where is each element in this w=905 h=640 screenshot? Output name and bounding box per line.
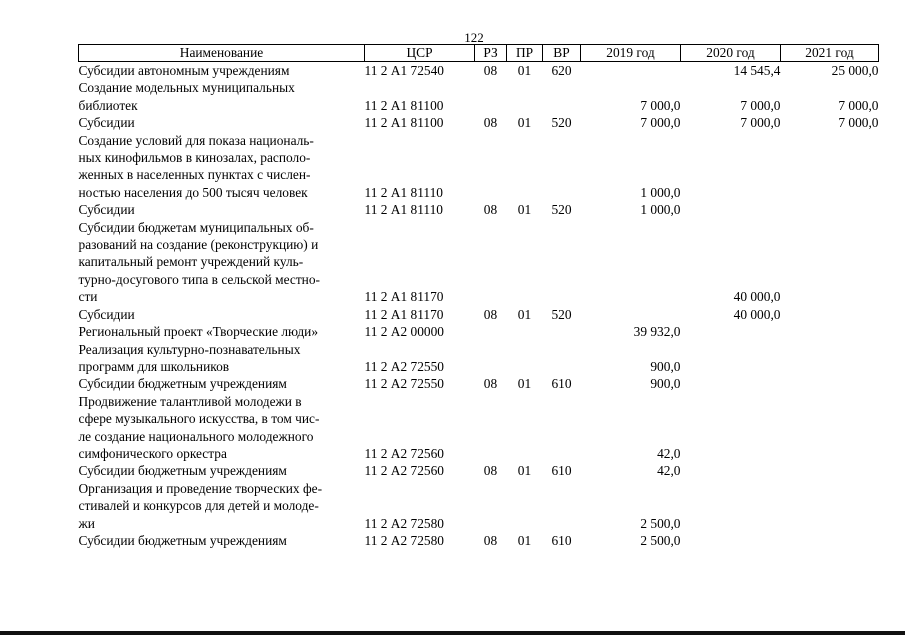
table-row	[79, 323, 879, 340]
name-line: Региональный проект «Творческие люди»	[78, 324, 319, 340]
name-line: симфонического оркестра	[78, 445, 227, 461]
name-line: капитальный ремонт учреждений куль-	[78, 254, 304, 270]
cell-vr	[543, 79, 581, 114]
cell-csr: 11 2 А2 72580	[364, 515, 444, 531]
name-line: турно-досугового типа в сельской местно-	[78, 271, 321, 287]
cell-2021: 7 000,0	[838, 97, 879, 113]
cell-2021	[781, 480, 879, 532]
cell-pr: 01	[517, 376, 532, 392]
name-line: Субсидии бюджетным учреждениям	[78, 532, 287, 548]
cell-name	[79, 462, 365, 479]
cell-2019: 42,0	[657, 463, 681, 479]
cell-pr	[507, 79, 543, 114]
cell-csr: 11 2 А2 72550	[364, 358, 444, 374]
name-line: разований на создание (реконструкцию) и	[78, 237, 319, 253]
cell-pr: 01	[517, 115, 532, 131]
cell-name	[79, 375, 365, 392]
cell-2019: 2 500,0	[640, 515, 681, 531]
cell-csr: 11 2 А1 81110	[364, 202, 443, 218]
table-row	[79, 114, 879, 131]
cell-2021	[781, 132, 879, 202]
table-row	[79, 375, 879, 392]
cell-csr: 11 2 А1 72540	[364, 63, 444, 78]
cell-2019: 900,0	[650, 376, 681, 392]
cell-pr	[507, 323, 543, 340]
cell-pr: 01	[517, 202, 532, 218]
cell-2021	[781, 532, 879, 549]
cell-2019: 39 932,0	[633, 324, 681, 340]
cell-rz: 08	[483, 115, 498, 131]
cell-csr: 11 2 А1 81170	[364, 289, 444, 305]
table-row	[79, 532, 879, 549]
cell-csr: 11 2 А2 72560	[364, 445, 444, 461]
cell-csr: 11 2 А1 81170	[364, 306, 444, 322]
bottom-border-line	[0, 631, 905, 635]
table-body	[79, 62, 879, 550]
cell-name	[79, 306, 365, 323]
cell-2020	[681, 323, 781, 340]
header-csr: ЦСР	[365, 45, 475, 62]
cell-2020: 14 545,4	[733, 63, 781, 78]
cell-2020	[681, 462, 781, 479]
cell-rz	[475, 341, 507, 376]
header-2021: 2021 год	[781, 45, 879, 62]
cell-pr: 01	[517, 532, 532, 548]
cell-name	[79, 219, 365, 306]
cell-vr: 610	[551, 532, 572, 548]
cell-2020: 7 000,0	[740, 115, 781, 131]
cell-2019: 1 000,0	[640, 184, 681, 200]
cell-2021: 7 000,0	[838, 115, 879, 131]
name-line: стивалей и конкурсов для детей и молоде-	[78, 498, 319, 514]
cell-name	[79, 79, 365, 114]
cell-2019: 7 000,0	[640, 115, 681, 131]
cell-2019: 7 000,0	[640, 97, 681, 113]
cell-name	[79, 480, 365, 532]
cell-name	[79, 393, 365, 463]
cell-vr	[543, 480, 581, 532]
cell-rz	[475, 323, 507, 340]
cell-2019	[581, 62, 681, 80]
table-row	[79, 62, 879, 80]
page-number: 122	[464, 30, 484, 45]
cell-vr: 520	[551, 306, 572, 322]
cell-2021	[781, 306, 879, 323]
name-line: Организация и проведение творческих фе-	[78, 480, 323, 496]
cell-vr: 520	[551, 202, 572, 218]
name-line: Субсидии	[78, 115, 135, 131]
table-row	[79, 480, 879, 532]
cell-rz	[475, 219, 507, 306]
cell-name	[79, 62, 365, 80]
cell-csr: 11 2 А2 72580	[364, 532, 444, 548]
cell-pr	[507, 393, 543, 463]
cell-csr: 11 2 А2 00000	[364, 324, 444, 340]
table-row	[79, 132, 879, 202]
cell-pr: 01	[517, 63, 532, 78]
name-line: Субсидии	[78, 306, 135, 322]
header-2019: 2019 год	[581, 45, 681, 62]
cell-2021	[781, 323, 879, 340]
table-row	[79, 201, 879, 218]
cell-2020	[681, 532, 781, 549]
cell-2021	[781, 201, 879, 218]
cell-2019: 42,0	[657, 445, 681, 461]
cell-2019: 2 500,0	[640, 532, 681, 548]
name-line: Субсидии бюджетам муниципальных об-	[78, 219, 314, 235]
name-line: библиотек	[78, 97, 138, 113]
table-row	[79, 306, 879, 323]
cell-2021	[781, 341, 879, 376]
name-line: Субсидии бюджетным учреждениям	[78, 376, 287, 392]
cell-vr	[543, 219, 581, 306]
cell-vr: 520	[551, 115, 572, 131]
cell-rz: 08	[483, 306, 498, 322]
cell-2020	[681, 393, 781, 463]
cell-vr	[543, 323, 581, 340]
header-name: Наименование	[79, 45, 365, 62]
name-line: ле создание национального молодежного	[78, 428, 314, 444]
cell-vr: 610	[551, 463, 572, 479]
table-row	[79, 79, 879, 114]
table-header	[79, 45, 879, 62]
cell-2019: 1 000,0	[640, 202, 681, 218]
header-2020: 2020 год	[681, 45, 781, 62]
cell-pr	[507, 132, 543, 202]
name-line: женных в населенных пунктах с числен-	[78, 167, 311, 183]
cell-vr	[543, 393, 581, 463]
cell-name	[79, 201, 365, 218]
table-row	[79, 393, 879, 463]
cell-pr	[507, 480, 543, 532]
name-line: программ для школьников	[78, 358, 230, 374]
cell-rz: 08	[483, 463, 498, 479]
cell-rz	[475, 132, 507, 202]
name-line: Субсидии	[78, 202, 135, 218]
cell-2020: 40 000,0	[733, 306, 781, 322]
cell-csr: 11 2 А2 72560	[364, 463, 444, 479]
table-row	[79, 341, 879, 376]
name-line: Продвижение талантливой молодежи в	[78, 393, 302, 409]
cell-rz	[475, 480, 507, 532]
cell-2021	[781, 219, 879, 306]
cell-rz: 08	[483, 532, 498, 548]
name-line: Субсидии бюджетным учреждениям	[78, 463, 287, 479]
header-vr: ВР	[543, 45, 581, 62]
cell-2020	[681, 341, 781, 376]
cell-rz: 08	[483, 202, 498, 218]
name-line: сти	[78, 289, 98, 305]
cell-name	[79, 114, 365, 131]
cell-2019	[581, 219, 681, 306]
table-row	[79, 219, 879, 306]
cell-rz	[475, 393, 507, 463]
cell-name	[79, 532, 365, 549]
name-line: Создание модельных муниципальных	[78, 80, 295, 96]
cell-name	[79, 341, 365, 376]
cell-2020	[681, 480, 781, 532]
cell-2020	[681, 201, 781, 218]
cell-csr: 11 2 А1 81110	[364, 184, 443, 200]
cell-vr: 610	[551, 376, 572, 392]
cell-2020	[681, 132, 781, 202]
name-line: Реализация культурно-познавательных	[78, 341, 301, 357]
header-pr: ПР	[507, 45, 543, 62]
cell-rz	[475, 79, 507, 114]
cell-pr: 01	[517, 463, 532, 479]
cell-2021	[781, 375, 879, 392]
name-line: сфере музыкального искусства, в том чис-	[78, 411, 320, 427]
cell-vr	[543, 132, 581, 202]
cell-name	[79, 132, 365, 202]
cell-2021	[781, 393, 879, 463]
cell-2020: 40 000,0	[733, 289, 781, 305]
name-line: Субсидии автономным учреждениям	[78, 63, 290, 78]
cell-2020: 7 000,0	[740, 97, 781, 113]
cell-rz: 08	[483, 376, 498, 392]
cell-2019: 900,0	[650, 358, 681, 374]
table-row	[79, 462, 879, 479]
name-line: Создание условий для показа националь-	[78, 132, 314, 148]
header-rz: РЗ	[475, 45, 507, 62]
name-line: ностью населения до 500 тысяч человек	[78, 184, 308, 200]
budget-table	[78, 44, 879, 549]
name-line: жи	[78, 515, 95, 531]
cell-vr: 620	[551, 63, 572, 78]
cell-pr	[507, 341, 543, 376]
cell-csr: 11 2 А2 72550	[364, 376, 444, 392]
cell-csr: 11 2 А1 81100	[364, 115, 444, 131]
cell-name	[79, 323, 365, 340]
cell-2019	[581, 306, 681, 323]
cell-rz: 08	[483, 63, 498, 78]
cell-2021: 25 000,0	[831, 63, 879, 78]
cell-csr: 11 2 А1 81100	[364, 97, 444, 113]
cell-2021	[781, 462, 879, 479]
cell-pr: 01	[517, 306, 532, 322]
cell-pr	[507, 219, 543, 306]
cell-2020	[681, 375, 781, 392]
name-line: ных кинофильмов в кинозалах, располо-	[78, 150, 311, 166]
cell-vr	[543, 341, 581, 376]
